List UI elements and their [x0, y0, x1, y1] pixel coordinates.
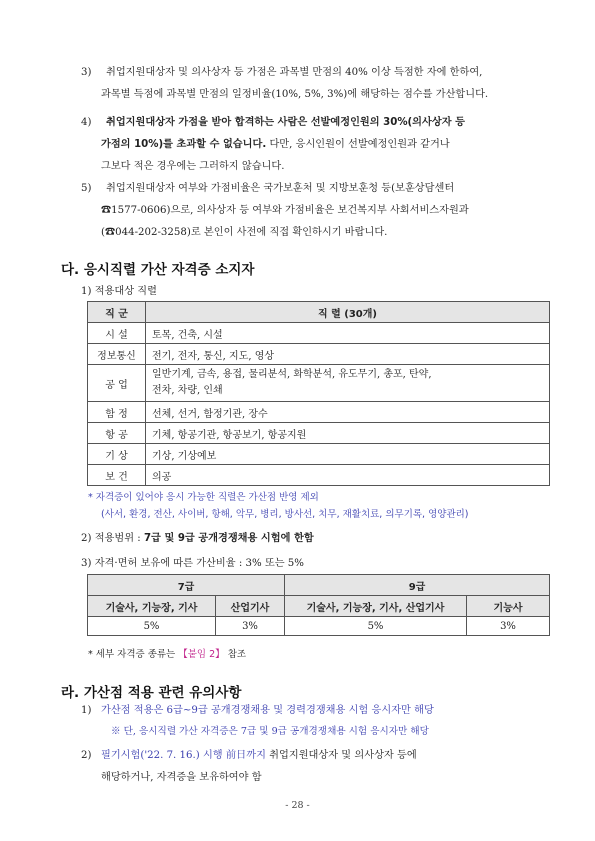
- text-line: 취업지원대상자 및 의사상자 등에: [265, 750, 417, 761]
- series-cell: 기체, 항공기관, 항공보기, 항공지원: [146, 423, 550, 444]
- table-row: [88, 617, 550, 636]
- paragraph-3: [81, 62, 561, 106]
- scope-value: 7급 및 9급 공개경쟁채용 시험에 한함: [143, 533, 314, 544]
- text-line-bold: 취업지원대상자 가점을 받아 합격하는 사람은 선발예정인원의 30%(의사상자 등: [106, 117, 465, 128]
- item-number: 3): [81, 67, 92, 78]
- table-row: [88, 365, 550, 402]
- series-cell: [146, 365, 550, 402]
- group-cell: 정보통신: [88, 344, 146, 365]
- text-line: 그보다 적은 경우에는 그러하지 않습니다.: [101, 161, 285, 172]
- caution-item-2: [81, 745, 561, 789]
- paragraph-5: [81, 178, 561, 244]
- item-number: 4): [81, 117, 92, 128]
- table-row: [88, 344, 550, 365]
- item-number: 1): [81, 705, 92, 716]
- item-number: 5): [81, 183, 92, 194]
- item-number: 2): [81, 750, 92, 761]
- text-line: 과목별 득점에 과목별 만점의 일정비율(10%, 5%, 3%)에 해당하는 점수를 가산합니다.: [101, 89, 489, 100]
- group-cell: 공 업: [88, 365, 146, 402]
- text-line: (☎044-202-3258)로 본인이 사전에 직접 확인하시기 바랍니다.: [101, 227, 388, 238]
- appendix-note: [88, 646, 246, 660]
- paragraph-4: [81, 112, 561, 178]
- group-cell: 함 정: [88, 402, 146, 423]
- appendix-link[interactable]: 【붙임 2】: [178, 649, 225, 660]
- group-cell: 보 건: [88, 465, 146, 486]
- group-cell: 시 설: [88, 323, 146, 344]
- subheading: 1) 적용대상 직렬: [81, 286, 157, 297]
- rate-table: [87, 574, 550, 636]
- exclusion-list: (사서, 환경, 전산, 사이버, 항해, 악무, 병리, 방사선, 치무, 재활치료, 의무기록, 영양관리): [101, 509, 469, 520]
- table-row: [88, 323, 550, 344]
- text-line: 취업지원대상자 및 의사상자 등 가점은 과목별 만점의 40% 이상 득점한 자에 한하여,: [106, 67, 483, 78]
- series-cell: 선체, 선거, 함정기관, 장수: [146, 402, 550, 423]
- series-line: 일반기계, 금속, 용접, 물리분석, 화학분석, 유도무기, 총포, 탄약,: [152, 369, 432, 380]
- section-heading: 다. 응시직렬 가산 자격증 소지자: [61, 262, 255, 278]
- text-line: 다만, 응시인원이 선발예정인원과 같거나: [266, 139, 450, 150]
- note-text: 참조: [224, 649, 247, 660]
- column-header: 기술사, 기능장, 기사: [88, 596, 216, 617]
- group-cell: 기 상: [88, 444, 146, 465]
- rate-cell: 5%: [88, 617, 216, 636]
- page-number: - 28 -: [285, 800, 310, 811]
- text-bold: 가점의 10%)를 초과할 수 없습니다.: [101, 139, 267, 150]
- series-cell: 의공: [146, 465, 550, 486]
- rate-cell: 3%: [216, 617, 285, 636]
- text-line: 취업지원대상자 여부와 가점비율은 국가보훈처 및 지방보훈청 등(보훈상담센터: [106, 183, 455, 194]
- table-row: [88, 402, 550, 423]
- rate-line: 3) 자격·면허 보유에 따른 가산비율 : 3% 또는 5%: [81, 558, 304, 569]
- column-header: 직 군: [88, 302, 146, 323]
- rate-cell: 3%: [467, 617, 550, 636]
- series-table: [87, 301, 550, 486]
- table-row: [88, 444, 550, 465]
- group-cell: 항 공: [88, 423, 146, 444]
- text-line: ☎1577-0606)으로, 의사상자 등 여부와 가점비율은 보건복지부 사회서비스자원과: [101, 205, 469, 216]
- series-cell: 토목, 건축, 시설: [146, 323, 550, 344]
- grade-header-row: [88, 575, 550, 596]
- caution-item-1: [81, 700, 561, 744]
- series-line: 전차, 차량, 인쇄: [152, 385, 223, 396]
- note-text: * 세부 자격증 종류는: [88, 649, 179, 660]
- series-cell: 전기, 전자, 통신, 지도, 영상: [146, 344, 550, 365]
- qualification-header-row: [88, 596, 550, 617]
- column-header: 직 렬 (30개): [146, 302, 550, 323]
- text-blue: 필기시험('22. 7. 16.) 시행 前日까지: [101, 750, 266, 761]
- column-header: 기술사, 기능장, 기사, 산업기사: [285, 596, 467, 617]
- scope-line: [81, 529, 314, 544]
- text-note: ※ 단, 응시직렬 가산 자격증은 7급 및 9급 공개경쟁채용 시험 응시자만 해당: [111, 726, 429, 737]
- series-cell: 기상, 기상예보: [146, 444, 550, 465]
- text-line: 가산점 적용은 6급~9급 공개경쟁채용 및 경력경쟁채용 시험 응시자만 해당: [101, 705, 434, 716]
- table-header-row: [88, 302, 550, 323]
- rate-cell: 5%: [285, 617, 467, 636]
- column-header: 기능사: [467, 596, 550, 617]
- column-header: 산업기사: [216, 596, 285, 617]
- grade-7-header: 7급: [88, 575, 285, 596]
- text-line: 해당하거나, 자격증을 보유하여야 함: [101, 772, 262, 783]
- table-row: [88, 465, 550, 486]
- grade-9-header: 9급: [285, 575, 550, 596]
- scope-label: 2) 적용범위 :: [81, 533, 144, 544]
- table-row: [88, 423, 550, 444]
- exclusion-note: * 자격증이 있어야 응시 가능한 직렬은 가산점 반영 제외: [88, 492, 319, 503]
- section-heading: 라. 가산점 적용 관련 유의사항: [61, 685, 242, 701]
